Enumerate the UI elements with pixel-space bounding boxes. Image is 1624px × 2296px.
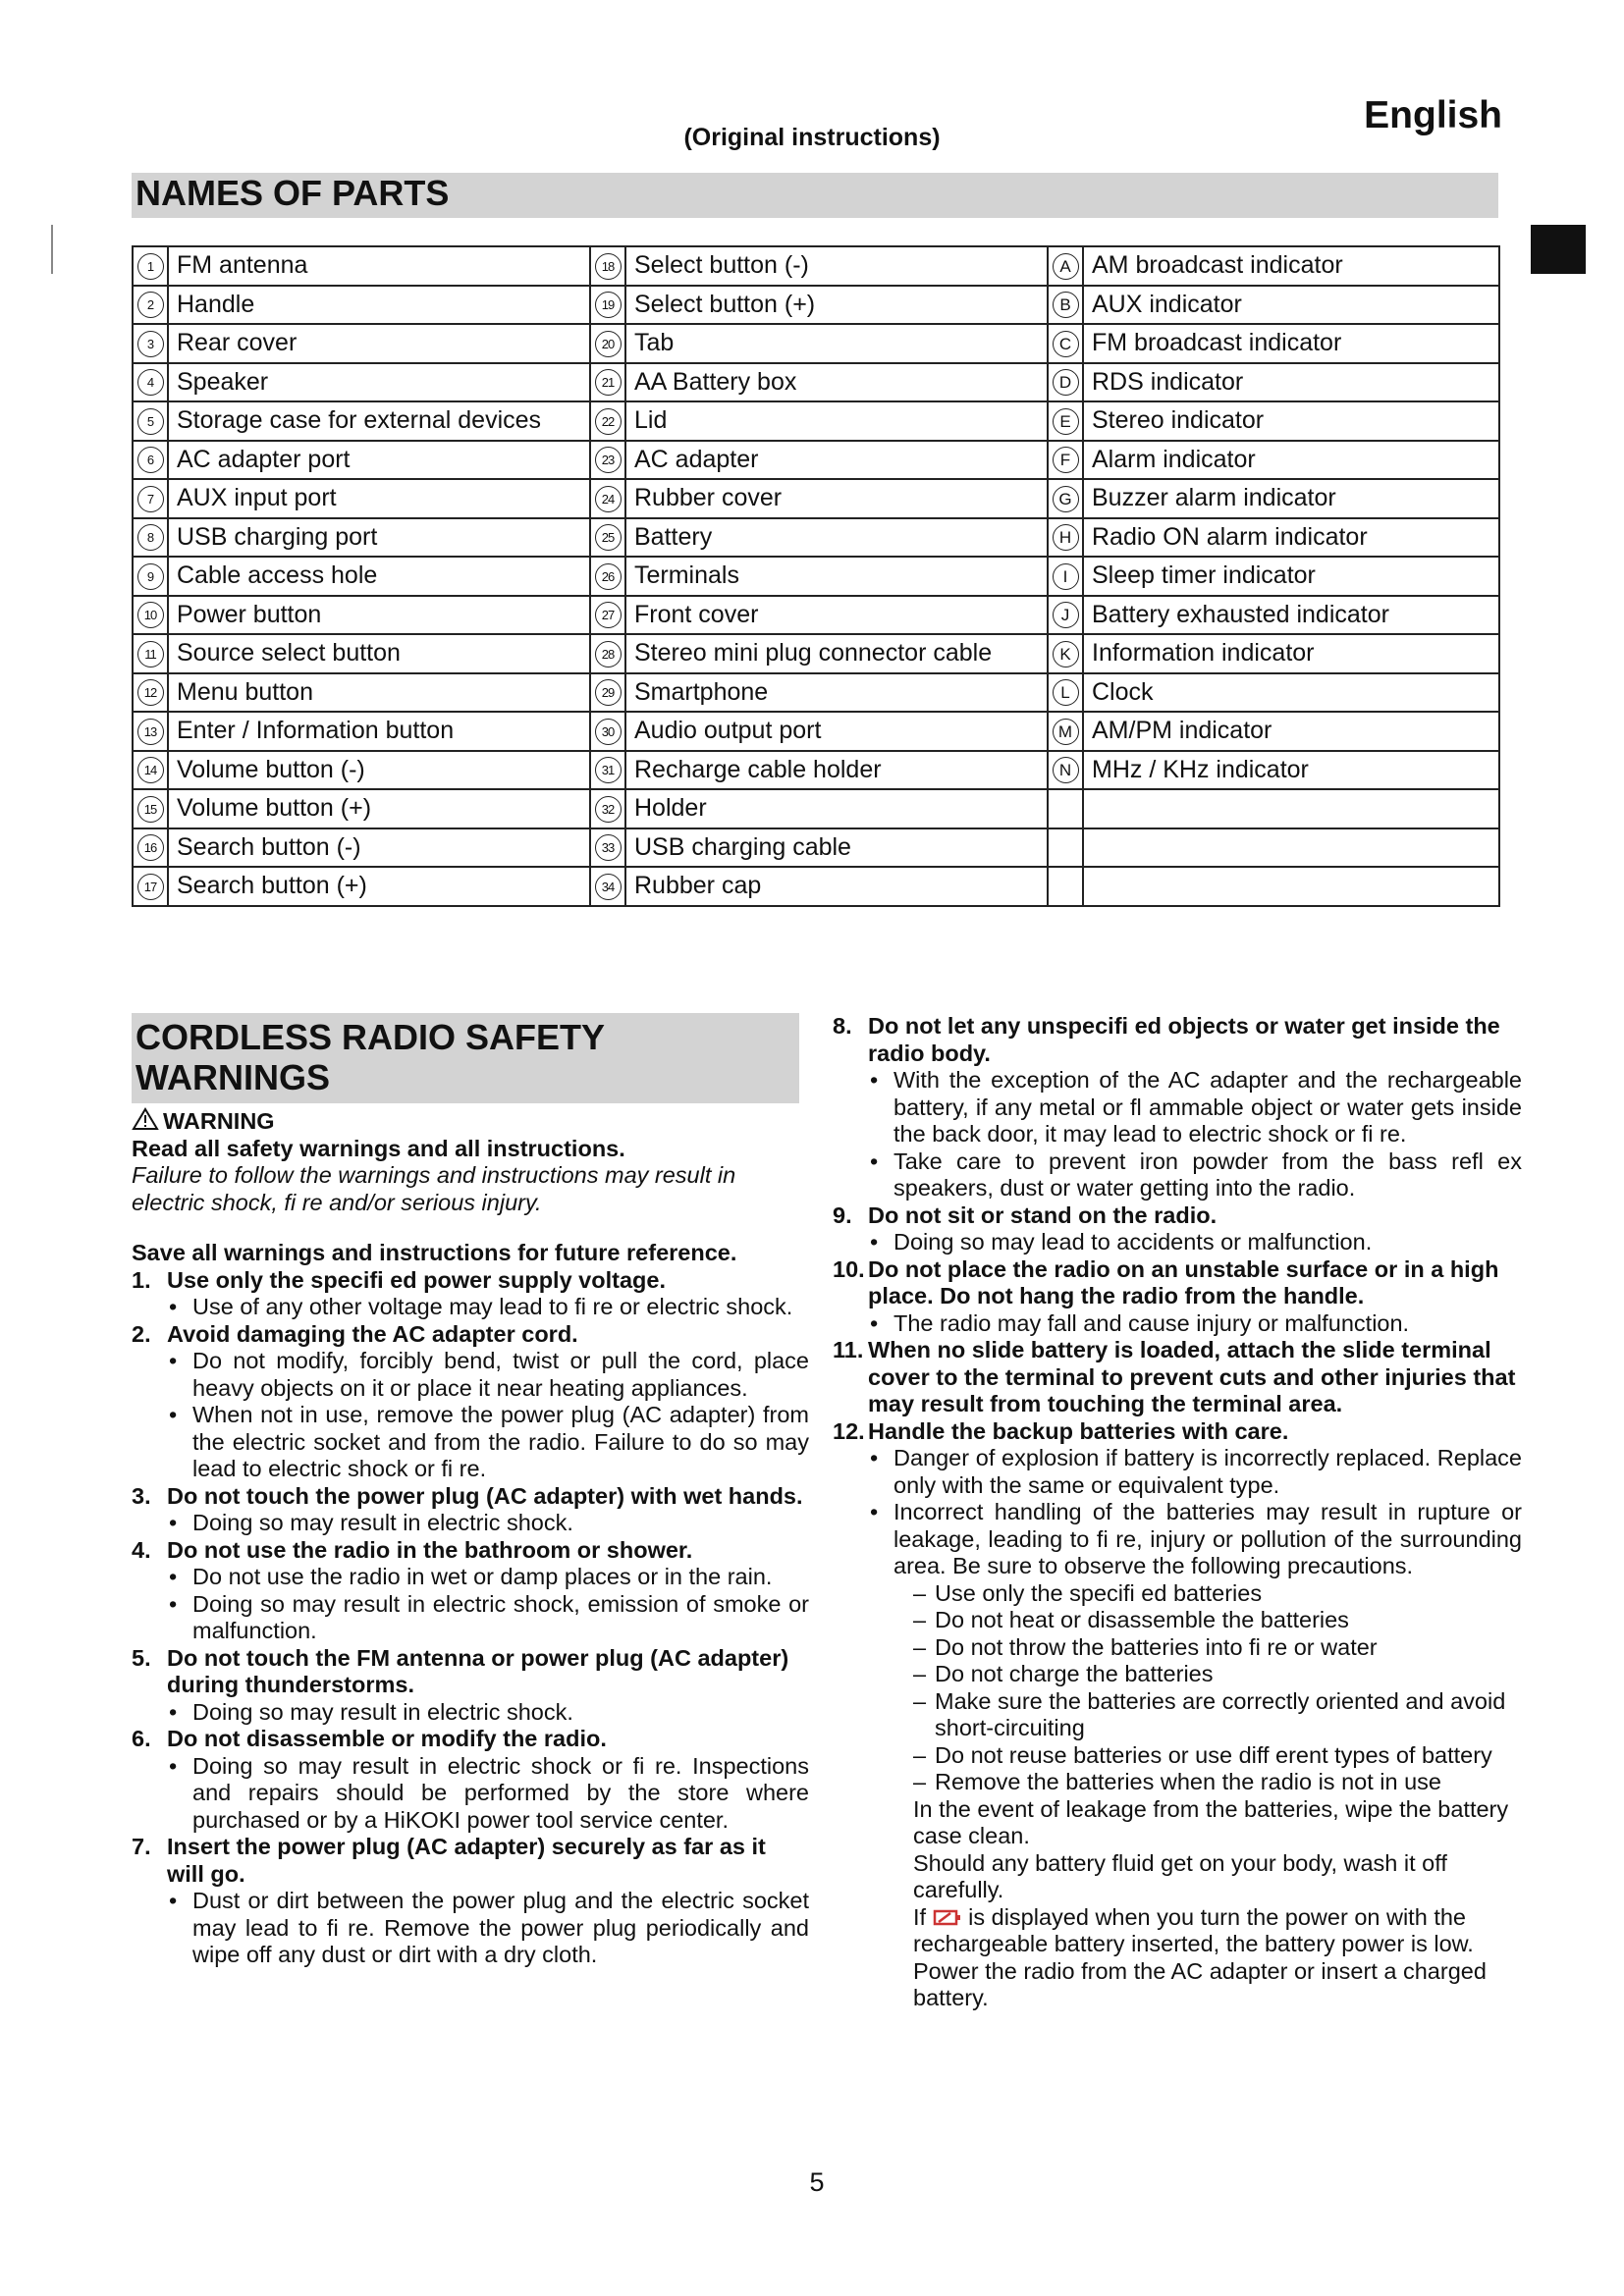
- bullet: • With the exception of the AC adapter and the rechargeable battery, if any metal or fl ammable object or water gets inside the back door, it may lead to electric shock or fi re.: [870, 1067, 1522, 1147]
- part-number-badge: H: [1053, 524, 1079, 551]
- part-number-badge: 2: [137, 292, 164, 318]
- part-number-badge: 7: [137, 486, 164, 512]
- part-label: Radio ON alarm indicator: [1083, 518, 1499, 558]
- part-number: [590, 286, 625, 325]
- part-label: Cable access hole: [168, 557, 590, 596]
- part-label: RDS indicator: [1083, 363, 1499, 402]
- part-number-badge: N: [1053, 757, 1079, 783]
- parts-table: [132, 245, 1500, 907]
- part-number-badge: 9: [137, 563, 164, 590]
- part-number: [133, 363, 168, 402]
- part-label: AC adapter: [625, 441, 1048, 480]
- part-number: [590, 634, 625, 673]
- part-number-badge: 27: [595, 602, 622, 628]
- warning-icon: [132, 1107, 159, 1131]
- part-label: Holder: [625, 789, 1048, 828]
- read-all-text: Read all safety warnings and all instructions.: [132, 1135, 625, 1161]
- part-number-badge: 29: [595, 679, 622, 706]
- part-number: [133, 441, 168, 480]
- parts-row: [133, 789, 1499, 828]
- part-number-badge: 1: [137, 253, 164, 280]
- part-number: [590, 518, 625, 558]
- names-of-parts-title: NAMES OF PARTS: [132, 173, 1498, 218]
- bullet: • Incorrect handling of the batteries may result in rupture or leakage, leading to fi re, injury or pollution of the surrounding area. Be sure to observe the following precautions.: [870, 1499, 1522, 1578]
- part-number-badge: 18: [595, 253, 622, 280]
- margin-mark: [51, 225, 53, 274]
- part-label: AUX input port: [168, 479, 590, 518]
- failure-text-line2: electric shock, fi re and/or serious injury.: [132, 1189, 542, 1215]
- part-label: Volume button (+): [168, 789, 590, 828]
- parts-row: [133, 557, 1499, 596]
- part-label: [1083, 789, 1499, 828]
- parts-row: [133, 751, 1499, 790]
- part-number-badge: K: [1053, 641, 1079, 667]
- parts-row: [133, 596, 1499, 635]
- bullet: • Do not modify, forcibly bend, twist or pull the cord, place heavy objects on it or place it near heating appliances.: [169, 1348, 809, 1401]
- part-number: [1048, 246, 1083, 286]
- bullet: • Dust or dirt between the power plug and the electric socket may lead to fi re. Remove the power plug periodically and wipe off any dust or dirt with a dry cloth.: [169, 1888, 809, 1967]
- part-label: [1083, 828, 1499, 868]
- warning-item-9: 9. Do not sit or stand on the radio.: [833, 1201, 1218, 1228]
- bullet: • Doing so may result in electric shock or fi re. Inspections and repairs should be performed by the store where purchased or by a HiKOKI power tool service center.: [169, 1752, 809, 1833]
- part-label: Audio output port: [625, 712, 1048, 751]
- part-number: [133, 596, 168, 635]
- part-number: [133, 324, 168, 363]
- part-label: MHz / KHz indicator: [1083, 751, 1499, 790]
- safety-title: [132, 1013, 799, 1103]
- part-number-badge: M: [1053, 719, 1079, 745]
- part-number-badge: F: [1053, 447, 1079, 473]
- language-tab-marker: [1531, 225, 1586, 274]
- part-number: [133, 634, 168, 673]
- part-number: [1048, 363, 1083, 402]
- part-number: [590, 673, 625, 713]
- part-label: Select button (+): [625, 286, 1048, 325]
- warning-item-1: 1. Use only the specifi ed power supply voltage.: [132, 1266, 666, 1293]
- part-number: [133, 401, 168, 441]
- page-number: 5: [809, 2167, 825, 2197]
- part-number: [590, 401, 625, 441]
- part-number: [1048, 286, 1083, 325]
- part-label: Source select button: [168, 634, 590, 673]
- bullet: • Doing so may result in electric shock.: [169, 1698, 573, 1725]
- safety-title-line2: WARNINGS: [135, 1057, 330, 1097]
- part-number-badge: 24: [595, 486, 622, 512]
- original-instructions-note: (Original instructions): [683, 124, 941, 151]
- part-number-badge: 17: [137, 874, 164, 900]
- part-number-badge: 25: [595, 524, 622, 551]
- part-label: Handle: [168, 286, 590, 325]
- part-number: [1048, 324, 1083, 363]
- save-instructions-text: Save all warnings and instructions for future reference.: [132, 1240, 737, 1265]
- part-number-badge: 20: [595, 331, 622, 357]
- part-number: [590, 324, 625, 363]
- part-number-badge: 23: [595, 447, 622, 473]
- dash-item: – Do not charge the batteries: [913, 1661, 1214, 1686]
- part-number-badge: I: [1053, 563, 1079, 590]
- dash-item: – Do not reuse batteries or use diff erent types of battery: [913, 1741, 1492, 1768]
- warning-item-10: 10. Do not place the radio on an unstable surface or in a high place. Do not hang the radio from the handle.: [833, 1255, 1499, 1308]
- warning-item-12: 12. Handle the backup batteries with care.: [833, 1417, 1289, 1444]
- part-number: [590, 596, 625, 635]
- safety-right-column: [833, 1013, 1522, 2012]
- part-label: Rubber cover: [625, 479, 1048, 518]
- dash-item: – Remove the batteries when the radio is not in use: [913, 1769, 1441, 1794]
- part-label: Alarm indicator: [1083, 441, 1499, 480]
- part-number-badge: 33: [595, 834, 622, 861]
- part-number: [133, 518, 168, 558]
- part-number: [590, 441, 625, 480]
- part-number-badge: D: [1053, 369, 1079, 396]
- part-number-badge: 22: [595, 408, 622, 435]
- part-number: [1048, 401, 1083, 441]
- part-number-badge: 6: [137, 447, 164, 473]
- part-number: [1048, 634, 1083, 673]
- part-number-badge: 4: [137, 369, 164, 396]
- part-number: [133, 246, 168, 286]
- part-label: Information indicator: [1083, 634, 1499, 673]
- bullet: • Do not use the radio in wet or damp places or in the rain.: [169, 1564, 773, 1589]
- parts-row: [133, 363, 1499, 402]
- part-number-badge: 16: [137, 834, 164, 861]
- warning-heading: [132, 1107, 809, 1136]
- warning-label: WARNING: [163, 1108, 275, 1134]
- part-number-badge: 3: [137, 331, 164, 357]
- part-number-badge: 21: [595, 369, 622, 396]
- part-number-badge: C: [1053, 331, 1079, 357]
- warning-item-4: 4. Do not use the radio in the bathroom or shower.: [132, 1536, 693, 1563]
- parts-row: [133, 673, 1499, 713]
- part-label: Smartphone: [625, 673, 1048, 713]
- part-number: [133, 557, 168, 596]
- battery-low-icon: [933, 1906, 962, 1928]
- part-label: Storage case for external devices: [168, 401, 590, 441]
- part-number-badge: 32: [595, 796, 622, 823]
- warning-item-6: 6. Do not disassemble or modify the radio.: [132, 1726, 607, 1751]
- part-number-badge: 26: [595, 563, 622, 590]
- part-number-badge: 28: [595, 641, 622, 667]
- part-label: [1083, 867, 1499, 906]
- dash-item: – Do not throw the batteries into fi re or water: [913, 1633, 1378, 1660]
- part-number: [590, 789, 625, 828]
- part-number: [133, 867, 168, 906]
- parts-row: [133, 286, 1499, 325]
- part-label: Sleep timer indicator: [1083, 557, 1499, 596]
- part-number: [1048, 441, 1083, 480]
- part-number-badge: 31: [595, 757, 622, 783]
- part-number: [1048, 673, 1083, 713]
- fluid-paragraph: Should any battery fluid get on your body, wash it off carefully.: [913, 1849, 1447, 1902]
- parts-row: [133, 324, 1499, 363]
- part-label: Search button (+): [168, 867, 590, 906]
- parts-row: [133, 401, 1499, 441]
- part-label: Stereo indicator: [1083, 401, 1499, 441]
- part-label: USB charging port: [168, 518, 590, 558]
- part-label: Stereo mini plug connector cable: [625, 634, 1048, 673]
- part-label: Battery exhausted indicator: [1083, 596, 1499, 635]
- warning-item-7: 7. Insert the power plug (AC adapter) securely as far as it will go.: [132, 1834, 766, 1887]
- part-number: [1048, 557, 1083, 596]
- part-number-badge: 13: [137, 719, 164, 745]
- part-label: AC adapter port: [168, 441, 590, 480]
- bullet: • Use of any other voltage may lead to fi re or electric shock.: [169, 1294, 793, 1319]
- part-number-badge: 30: [595, 719, 622, 745]
- language-label: English: [1364, 94, 1502, 136]
- part-number-badge: 19: [595, 292, 622, 318]
- part-label: Lid: [625, 401, 1048, 441]
- part-label: Search button (-): [168, 828, 590, 868]
- part-label: FM antenna: [168, 246, 590, 286]
- part-number: [1048, 596, 1083, 635]
- part-number: [133, 789, 168, 828]
- part-number-badge: B: [1053, 292, 1079, 318]
- bullet: • The radio may fall and cause injury or malfunction.: [870, 1309, 1410, 1336]
- part-number: [590, 712, 625, 751]
- part-label: Speaker: [168, 363, 590, 402]
- part-label: Tab: [625, 324, 1048, 363]
- bullet: • Doing so may result in electric shock.: [169, 1510, 573, 1535]
- part-number: [590, 828, 625, 868]
- parts-row: [133, 828, 1499, 868]
- part-number-badge: J: [1053, 602, 1079, 628]
- part-label: AA Battery box: [625, 363, 1048, 402]
- bullet: • Take care to prevent iron powder from the bass refl ex speakers, dust or water getting into the radio.: [870, 1148, 1522, 1201]
- part-number: [1048, 712, 1083, 751]
- bullet: • Doing so may lead to accidents or malfunction.: [870, 1229, 1373, 1255]
- part-number-badge: A: [1053, 253, 1079, 280]
- part-label: Terminals: [625, 557, 1048, 596]
- part-number-badge: 5: [137, 408, 164, 435]
- part-number: [1048, 828, 1083, 868]
- part-number: [133, 751, 168, 790]
- part-number-badge: 11: [137, 641, 164, 667]
- low-battery-paragraph: If is displayed when you turn the power on with the rechargeable battery inserted, the battery power is low.: [913, 1903, 1474, 1956]
- warning-item-5: 5. Do not touch the FM antenna or power plug (AC adapter) during thunderstorms.: [132, 1644, 789, 1697]
- parts-row: [133, 479, 1499, 518]
- part-label: AM/PM indicator: [1083, 712, 1499, 751]
- part-number: [133, 479, 168, 518]
- failure-text-line1: Failure to follow the warnings and instructions may result in: [132, 1162, 736, 1188]
- part-number: [590, 751, 625, 790]
- part-label: Select button (-): [625, 246, 1048, 286]
- part-number: [133, 673, 168, 713]
- dash-item: – Make sure the batteries are correctly oriented and avoid short-circuiting: [913, 1687, 1506, 1740]
- dash-item: – Do not heat or disassemble the batteries: [913, 1607, 1349, 1632]
- part-number: [590, 867, 625, 906]
- parts-row: [133, 518, 1499, 558]
- part-number-badge: 14: [137, 757, 164, 783]
- part-label: Buzzer alarm indicator: [1083, 479, 1499, 518]
- part-label: FM broadcast indicator: [1083, 324, 1499, 363]
- part-number-badge: 34: [595, 874, 622, 900]
- part-label: Rear cover: [168, 324, 590, 363]
- warning-item-3: 3. Do not touch the power plug (AC adapter) with wet hands.: [132, 1482, 803, 1509]
- part-label: USB charging cable: [625, 828, 1048, 868]
- parts-row: [133, 441, 1499, 480]
- part-label: AM broadcast indicator: [1083, 246, 1499, 286]
- power-paragraph: Power the radio from the AC adapter or insert a charged battery.: [913, 1957, 1487, 2010]
- part-number: [1048, 751, 1083, 790]
- part-number: [590, 363, 625, 402]
- part-number: [590, 557, 625, 596]
- part-number-badge: 12: [137, 679, 164, 706]
- bullet: • When not in use, remove the power plug (AC adapter) from the electric socket and from the radio. Failure to do so may lead to electric shock or fi re.: [169, 1402, 809, 1481]
- part-number-badge: G: [1053, 486, 1079, 512]
- part-number: [590, 479, 625, 518]
- part-number: [133, 712, 168, 751]
- part-label: Power button: [168, 596, 590, 635]
- part-number: [1048, 518, 1083, 558]
- part-number-badge: 8: [137, 524, 164, 551]
- part-label: Volume button (-): [168, 751, 590, 790]
- part-label: Rubber cap: [625, 867, 1048, 906]
- bullet: • Danger of explosion if battery is incorrectly replaced. Replace only with the same or equivalent type.: [870, 1445, 1522, 1498]
- warning-item-2: 2. Avoid damaging the AC adapter cord.: [132, 1320, 578, 1347]
- part-number: [133, 828, 168, 868]
- warning-item-8: 8. Do not let any unspecifi ed objects or water get inside the radio body.: [833, 1013, 1500, 1066]
- leakage-paragraph: In the event of leakage from the batteries, wipe the battery case clean.: [913, 1795, 1509, 1848]
- safety-left-column: [132, 1013, 809, 1969]
- part-label: Enter / Information button: [168, 712, 590, 751]
- part-number-badge: 15: [137, 796, 164, 823]
- dash-item: – Use only the specifi ed batteries: [913, 1579, 1263, 1606]
- part-label: Menu button: [168, 673, 590, 713]
- part-label: Recharge cable holder: [625, 751, 1048, 790]
- part-number-badge: L: [1053, 679, 1079, 706]
- part-number: [1048, 789, 1083, 828]
- bullet: • Doing so may result in electric shock, emission of smoke or malfunction.: [169, 1590, 809, 1643]
- part-number-badge: E: [1053, 408, 1079, 435]
- safety-title-line1: CORDLESS RADIO SAFETY: [135, 1017, 606, 1057]
- parts-row: [133, 634, 1499, 673]
- part-number: [1048, 867, 1083, 906]
- part-number: [133, 286, 168, 325]
- part-number-badge: 10: [137, 602, 164, 628]
- part-label: Clock: [1083, 673, 1499, 713]
- parts-row: [133, 712, 1499, 751]
- part-number: [1048, 479, 1083, 518]
- warning-item-11: 11. When no slide battery is loaded, attach the slide terminal cover to the terminal to prevent cuts and other injuries that may result from touching the terminal area.: [833, 1337, 1516, 1416]
- part-label: AUX indicator: [1083, 286, 1499, 325]
- parts-row: [133, 246, 1499, 286]
- part-label: Battery: [625, 518, 1048, 558]
- parts-row: [133, 867, 1499, 906]
- part-label: Front cover: [625, 596, 1048, 635]
- part-number: [590, 246, 625, 286]
